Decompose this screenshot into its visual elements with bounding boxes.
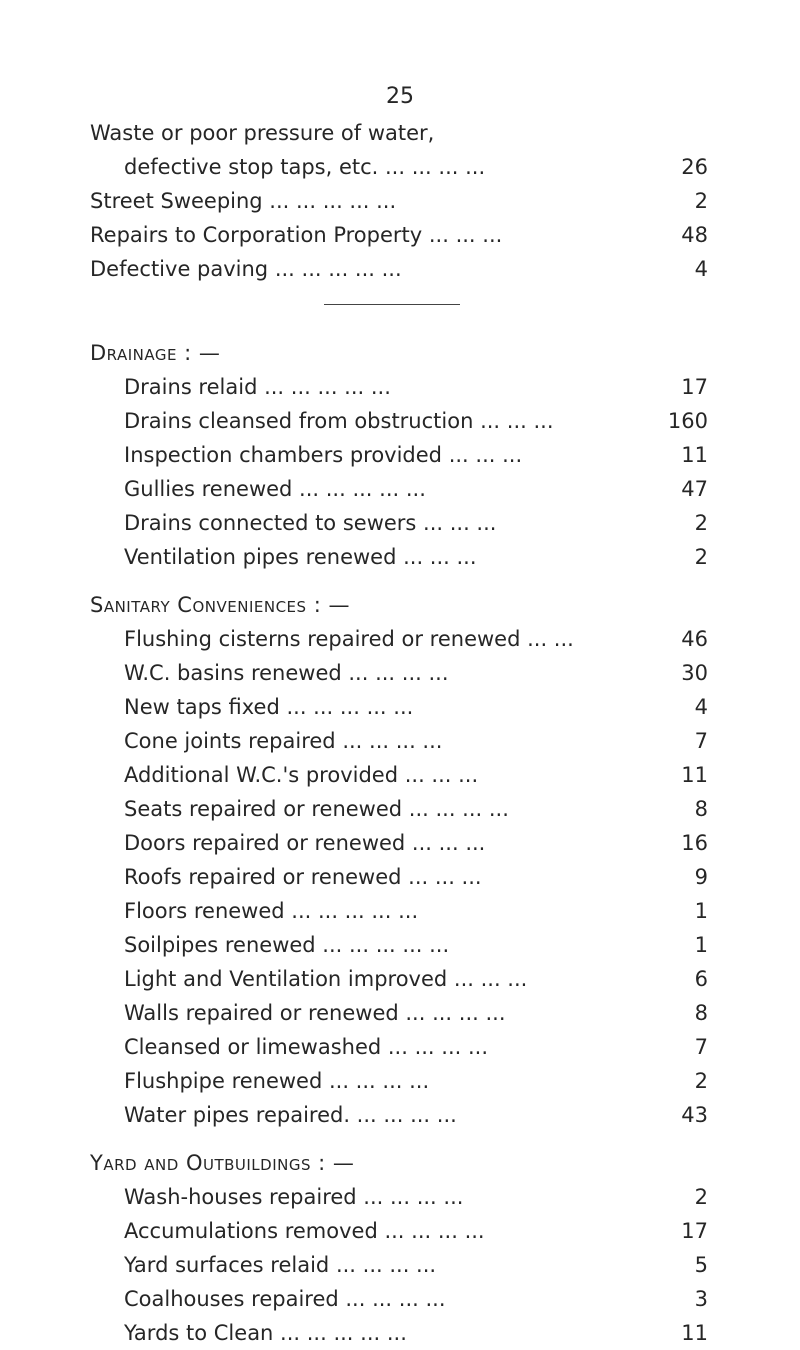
- item-value: 1: [694, 933, 708, 957]
- item-value: 6: [694, 967, 708, 991]
- item-value: 7: [694, 1035, 708, 1059]
- item-value: 9: [694, 865, 708, 889]
- section-heading: Drainage : —: [90, 341, 221, 365]
- item-label: Accumulations removed ... ... ... ...: [124, 1219, 485, 1243]
- item-label: Gullies renewed ... ... ... ... ...: [124, 477, 426, 501]
- list-item: [0, 894, 800, 928]
- list-item: [0, 150, 800, 184]
- list-item: [0, 1180, 800, 1214]
- item-label: Soilpipes renewed ... ... ... ... ...: [124, 933, 450, 957]
- list-item: [0, 370, 800, 404]
- item-value: 2: [694, 545, 708, 569]
- item-label: W.C. basins renewed ... ... ... ...: [124, 661, 449, 685]
- list-item: [0, 1214, 800, 1248]
- item-label: Drains cleansed from obstruction ... ... ...: [124, 409, 554, 433]
- item-value: 11: [681, 443, 708, 467]
- list-item: [0, 506, 800, 540]
- item-value: 2: [694, 1185, 708, 1209]
- item-label: Doors repaired or renewed ... ... ...: [124, 831, 486, 855]
- item-label: Waste or poor pressure of water,: [90, 121, 435, 145]
- item-label: Walls repaired or renewed ... ... ... ...: [124, 1001, 506, 1025]
- item-value: 5: [694, 1253, 708, 1277]
- sanitary-section: [0, 588, 800, 1132]
- item-value: 2: [694, 1069, 708, 1093]
- list-item: [0, 1282, 800, 1316]
- list-item: [0, 1030, 800, 1064]
- item-label: Drains relaid ... ... ... ... ...: [124, 375, 391, 399]
- list-item: [0, 1248, 800, 1282]
- item-value: 11: [681, 1321, 708, 1345]
- item-label: Coalhouses repaired ... ... ... ...: [124, 1287, 446, 1311]
- list-item: [0, 438, 800, 472]
- list-item: [0, 962, 800, 996]
- list-item: [0, 184, 800, 218]
- item-label: Defective paving ... ... ... ... ...: [90, 257, 402, 281]
- list-item: [0, 1316, 800, 1350]
- list-item: [0, 404, 800, 438]
- item-value: 4: [694, 257, 708, 281]
- list-item: [0, 622, 800, 656]
- item-value: 11: [681, 763, 708, 787]
- item-value: 26: [681, 155, 708, 179]
- list-item: [0, 690, 800, 724]
- list-item: [0, 724, 800, 758]
- drainage-section: [0, 336, 800, 574]
- item-label: Street Sweeping ... ... ... ... ...: [90, 189, 397, 213]
- item-value: 4: [694, 695, 708, 719]
- item-value: 48: [681, 223, 708, 247]
- item-label: New taps fixed ... ... ... ... ...: [124, 695, 414, 719]
- item-value: 16: [681, 831, 708, 855]
- item-value: 2: [694, 189, 708, 213]
- section-heading: Sanitary Conveniences : —: [90, 593, 350, 617]
- item-label: Flushpipe renewed ... ... ... ...: [124, 1069, 430, 1093]
- item-label: defective stop taps, etc. ... ... ... ...: [124, 155, 486, 179]
- section-heading: Yard and Outbuildings : —: [90, 1151, 355, 1175]
- item-label: Light and Ventilation improved ... ... ...: [124, 967, 528, 991]
- item-label: Cleansed or limewashed ... ... ... ...: [124, 1035, 489, 1059]
- item-label: Yard surfaces relaid ... ... ... ...: [124, 1253, 437, 1277]
- item-value: 2: [694, 511, 708, 535]
- item-value: 3: [694, 1287, 708, 1311]
- list-item: [0, 656, 800, 690]
- item-value: 47: [681, 477, 708, 501]
- item-label: Wash-houses repaired ... ... ... ...: [124, 1185, 464, 1209]
- list-item: [0, 252, 800, 286]
- item-label: Roofs repaired or renewed ... ... ...: [124, 865, 482, 889]
- list-item: [0, 860, 800, 894]
- yard-section: [0, 1146, 800, 1350]
- list-item: [0, 758, 800, 792]
- item-label: Inspection chambers provided ... ... ...: [124, 443, 523, 467]
- item-value: 8: [694, 1001, 708, 1025]
- item-label: Additional W.C.'s provided ... ... ...: [124, 763, 479, 787]
- item-label: Cone joints repaired ... ... ... ...: [124, 729, 443, 753]
- item-label: Drains connected to sewers ... ... ...: [124, 511, 497, 535]
- item-value: 43: [681, 1103, 708, 1127]
- item-label: Ventilation pipes renewed ... ... ...: [124, 545, 477, 569]
- item-label: Yards to Clean ... ... ... ... ...: [124, 1321, 407, 1345]
- list-item: [0, 826, 800, 860]
- item-label: Seats repaired or renewed ... ... ... ...: [124, 797, 509, 821]
- item-label: Flushing cisterns repaired or renewed ... ...: [124, 627, 574, 651]
- list-item: [0, 928, 800, 962]
- general-list: [0, 116, 800, 286]
- item-label: Water pipes repaired. ... ... ... ...: [124, 1103, 457, 1127]
- list-item: [0, 996, 800, 1030]
- item-value: 17: [681, 375, 708, 399]
- list-item: [0, 540, 800, 574]
- item-label: Floors renewed ... ... ... ... ...: [124, 899, 419, 923]
- list-item: [0, 116, 800, 150]
- list-item: [0, 218, 800, 252]
- item-label: Repairs to Corporation Property ... ... ...: [90, 223, 503, 247]
- list-item: [0, 792, 800, 826]
- item-value: 46: [681, 627, 708, 651]
- item-value: 8: [694, 797, 708, 821]
- item-value: 1: [694, 899, 708, 923]
- item-value: 7: [694, 729, 708, 753]
- item-value: 160: [667, 409, 708, 433]
- page-number: 25: [386, 84, 414, 109]
- list-item: [0, 1098, 800, 1132]
- report-body: [0, 116, 800, 1350]
- list-item: [0, 472, 800, 506]
- section-divider: [0, 286, 800, 326]
- item-value: 17: [681, 1219, 708, 1243]
- list-item: [0, 1064, 800, 1098]
- item-value: 30: [681, 661, 708, 685]
